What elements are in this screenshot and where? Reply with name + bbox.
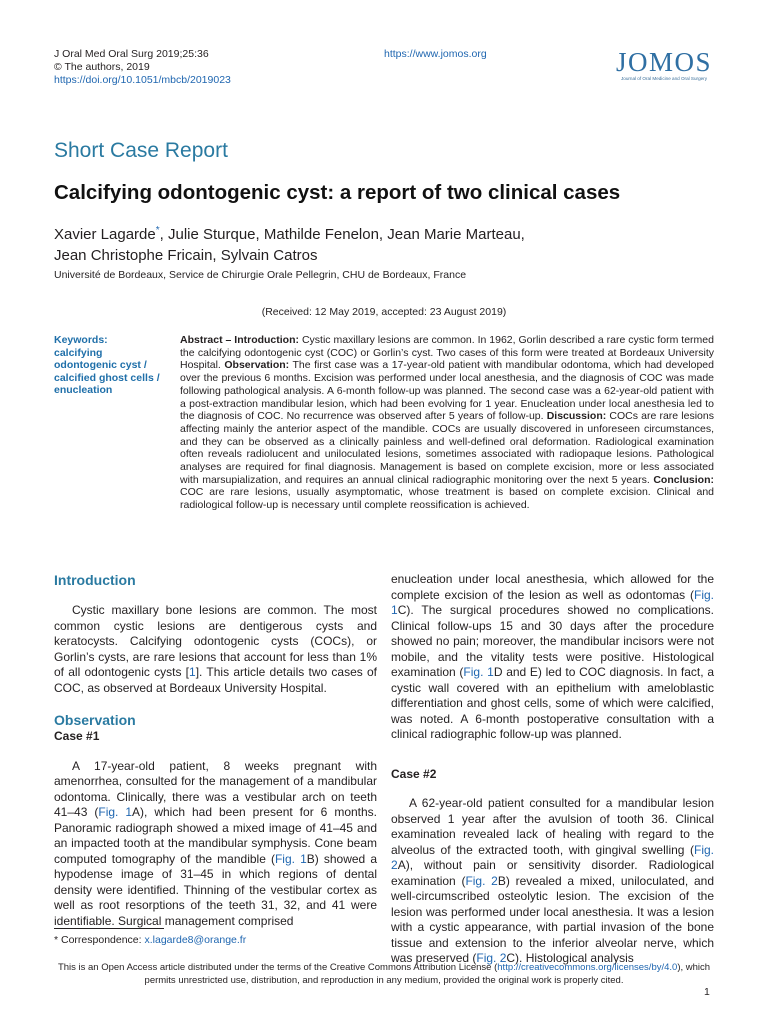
journal-info [54, 48, 231, 87]
paragraph: Cystic maxillary bone lesions are common. The most common cystic lesions are dentigerous cysts and keratocysts. Calcifying odontogenic cysts (COCs), or Gorlin’s cysts, are rare lesions that account for less than 1% of all odontogenic cysts [1]. This article details two cases of COC, as observed at Bordeaux University Hospital. [54, 603, 377, 695]
paragraph: A 62-year-old patient consulted for a mandibular lesion observed 1 year after the avulsion of tooth 36. Clinical examination revealed lack of healing with regard to the alveolus of the extracted tooth, with gingival swelling (Fig. 2A), without pain or sensitivity disorder. Radiological examination (Fig. 2B) revealed a mixed, uniloculated, and well-circumscribed osteolytic lesion. The excision of the lesion was performed under local anesthesia. It was a lesion with a cystic appearance, with partial invasion of the bone tissue and extension to the inferior alveolar nerve, which was preserved (Fig. 2C). Histological analysis [391, 796, 714, 965]
keyword-item: enucleation [54, 384, 113, 396]
figure-link[interactable]: Fig. 2 [476, 951, 507, 965]
paragraph: A 17-year-old patient, 8 weeks pregnant with amenorrhea, consulted for the management of a mandibular odontoma. Clinically, there was a vestibular arch on teeth 41–43 (Fig. 1A), which had been present for 6 months. Panoramic radiograph showed a mixed image of 41–45 and an impacted tooth at the mandibular symphysis. Cone beam computed tomography of the mandible (Fig. 1B) showed a hypodense image of 31–45 in which regions of dental density were identified. Thinning of the vestibular cortex as well as root resorptions of the teeth 31, 32, and 41 were identifiable. Surgical management comprised [54, 758, 378, 928]
logo-subtitle: Journal of Oral Medicine and Oral Surgery [620, 76, 708, 81]
citation: J Oral Med Oral Surg 2019;25:36 [54, 48, 209, 60]
article-title: Calcifying odontogenic cyst: a report of two clinical cases [54, 181, 621, 204]
subheading-case1: Case #1 [54, 729, 100, 743]
keywords [54, 334, 172, 397]
figure-link[interactable]: Fig. 1 [391, 587, 714, 617]
figure-link[interactable]: Fig. 1 [463, 665, 494, 679]
reference-link[interactable]: 1 [189, 665, 196, 679]
email-link[interactable]: x.lagarde8@orange.fr [144, 934, 247, 946]
section-heading-introduction: Introduction [54, 572, 136, 588]
corresponding-mark[interactable]: * [155, 225, 160, 236]
journal-logo [609, 48, 719, 82]
article-type: Short Case Report [54, 139, 228, 162]
subheading-case2: Case #2 [391, 766, 437, 781]
paragraph: enucleation under local anesthesia, which allowed for the complete excision of the lesion as well as odontomas (Fig. 1C). The surgical procedures showed no complications. Clinical follow-ups 15 and 30 days after the procedure showed no pain; moreover, the mandibular incisors were not mobile, and the vitality tests were positive. Histological examination (Fig. 1D and E) led to COC diagnosis. In fact, a cystic wall covered with an epithelium with ameloblastic differentiation and ghost cells, some of which were calcified, was noted. A 6-month postoperative consultation with a clinical radiographic follow-up was planned. [391, 572, 714, 741]
footnote: * Correspondence: x.lagarde8@orange.fr [54, 934, 247, 946]
keyword-item: calcifying [54, 346, 103, 359]
doi-link[interactable]: https://doi.org/10.1051/mbcb/2019023 [54, 74, 231, 86]
section-heading-observation: Observation [54, 712, 136, 728]
logo-text: JOMOS [615, 47, 713, 77]
abstract: Abstract – Introduction: Cystic maxillary lesions are common. In 1962, Gorlin described a rare cystic form termed the calcifying odontogenic cyst (COC) or Gorlin’s cyst. Two cases of this form were treated at Bordeaux University Hospital. Observation: The first case was a 17-year-old patient with mandibular odontoma, which had developed over the previous 6 months. Excision was performed under local anesthesia, and the diagnosis of COC was made following pathological analysis. A 6-month follow-up was planned. The second case was a 62-year-old patient with a post-extraction mandibular lesion, which had been evolving for 1 year. Enucleation under local anesthesia led to the diagnosis of COC. No recurrence was observed after 5 years of follow-up. Discussion: COCs are rare lesions affecting mainly the anterior aspect of the mandible. COCs are usually discovered in unforeseen circumstances, and they can be observed as a clinically painless and well-defined oral deformation. Radiological examination often reveals radiolucent and uniloculated lesions, sometimes associated with radiopaque lesions. Pathological analyses are required for final diagnosis. Management is based on complete excision, more or less associated with marsupialization, and requires an annual clinical radiographic monitoring over the next 5 years. Conclusion: COC are rare lesions, usually asymptomatic, whose treatment is based on complete excision. Clinical and radiological follow-up is necessary until complete reossification is achieved. [180, 334, 714, 512]
copyright: © The authors, 2019 [54, 61, 150, 73]
body-column-right [391, 572, 714, 967]
figure-link[interactable]: Fig. 2 [465, 873, 498, 888]
received-dates: (Received: 12 May 2019, accepted: 23 August 2019) [261, 306, 507, 318]
page-number: 1 [704, 986, 710, 998]
authors: Xavier Lagarde*, Julie Sturque, Mathilde Fenelon, Jean Marie Marteau, Jean Christophe Fricain, Sylvain Catros [54, 225, 525, 264]
figure-link[interactable]: Fig. 1 [98, 805, 133, 819]
keyword-item: calcified ghost cells / [54, 371, 160, 384]
website-link[interactable]: https://www.jomos.org [384, 48, 487, 60]
footnote-divider [54, 928, 164, 929]
figure-link[interactable]: Fig. 1 [274, 851, 307, 866]
figure-link[interactable]: Fig. 2 [391, 842, 714, 872]
keyword-item: odontogenic cyst / [54, 359, 147, 371]
keywords-label: Keywords: [54, 334, 108, 346]
body-column-left [54, 572, 377, 929]
license-text: This is an Open Access article distributed under the terms of the Creative Commons Attribution License (http://creativecommons.org/licenses/by/4.0), which permits unrestricted use, distribution, and reproduction in any medium, provided the original work is properly cited. [57, 962, 711, 986]
license-link[interactable]: http://creativecommons.org/licenses/by/4.0 [497, 962, 678, 973]
author-first: Xavier Lagarde [54, 226, 156, 243]
affiliation: Université de Bordeaux, Service de Chirurgie Orale Pellegrin, CHU de Bordeaux, France [54, 269, 467, 281]
